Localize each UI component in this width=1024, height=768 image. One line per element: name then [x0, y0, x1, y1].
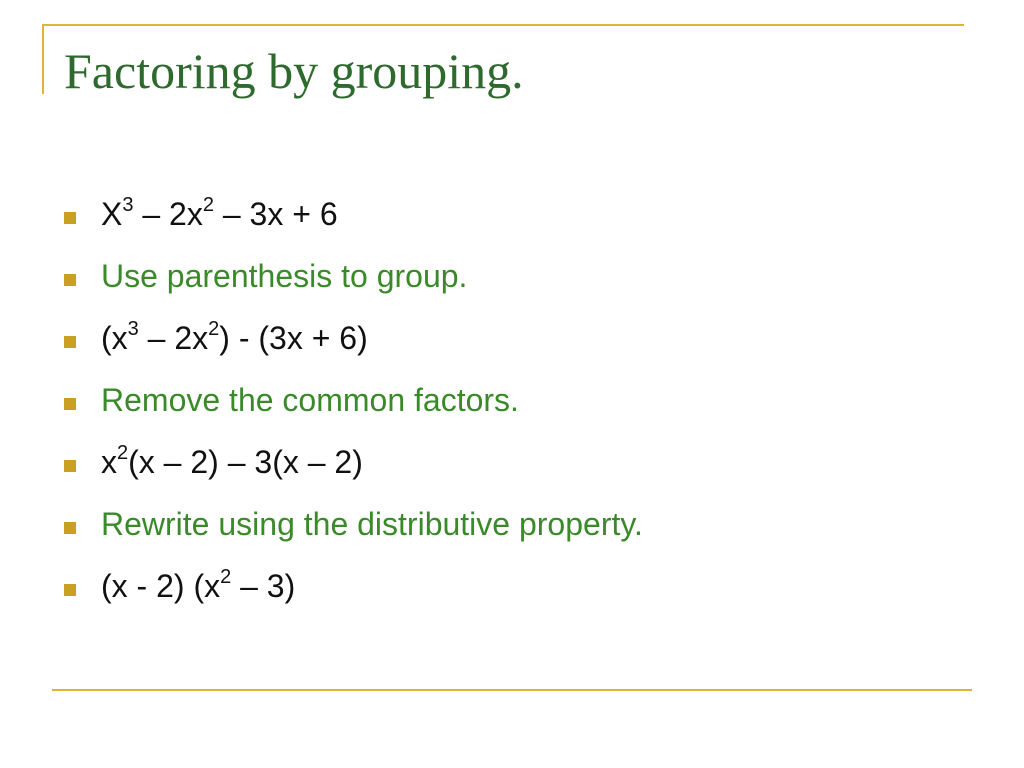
square-bullet-icon [64, 460, 76, 472]
bullet-text: Remove the common factors. [101, 382, 519, 418]
square-bullet-icon [64, 584, 76, 596]
square-bullet-icon [64, 398, 76, 410]
bullet-text: Use parenthesis to group. [101, 258, 468, 294]
bullet-text: (x - 2) $(x^2 - 3)$ [101, 566, 296, 604]
square-bullet-icon [64, 212, 76, 224]
bullet-text: Rewrite using the distributive property. [101, 506, 643, 542]
square-bullet-icon [64, 336, 76, 348]
bottom-rule [52, 689, 972, 691]
bullet-text: $x^2(x - 2) - 3(x - 2)$ [101, 442, 363, 480]
bullet-text: $X^3 - 2x^2 - 3x + 6$ [101, 194, 338, 232]
bullet-text: $(x^3 - 2x^2) - (3x + 6)$ [101, 318, 368, 356]
top-rule [42, 24, 964, 26]
slide-title: Factoring by grouping. [64, 43, 524, 99]
square-bullet-icon [64, 274, 76, 286]
side-rule [42, 24, 44, 94]
square-bullet-icon [64, 522, 76, 534]
